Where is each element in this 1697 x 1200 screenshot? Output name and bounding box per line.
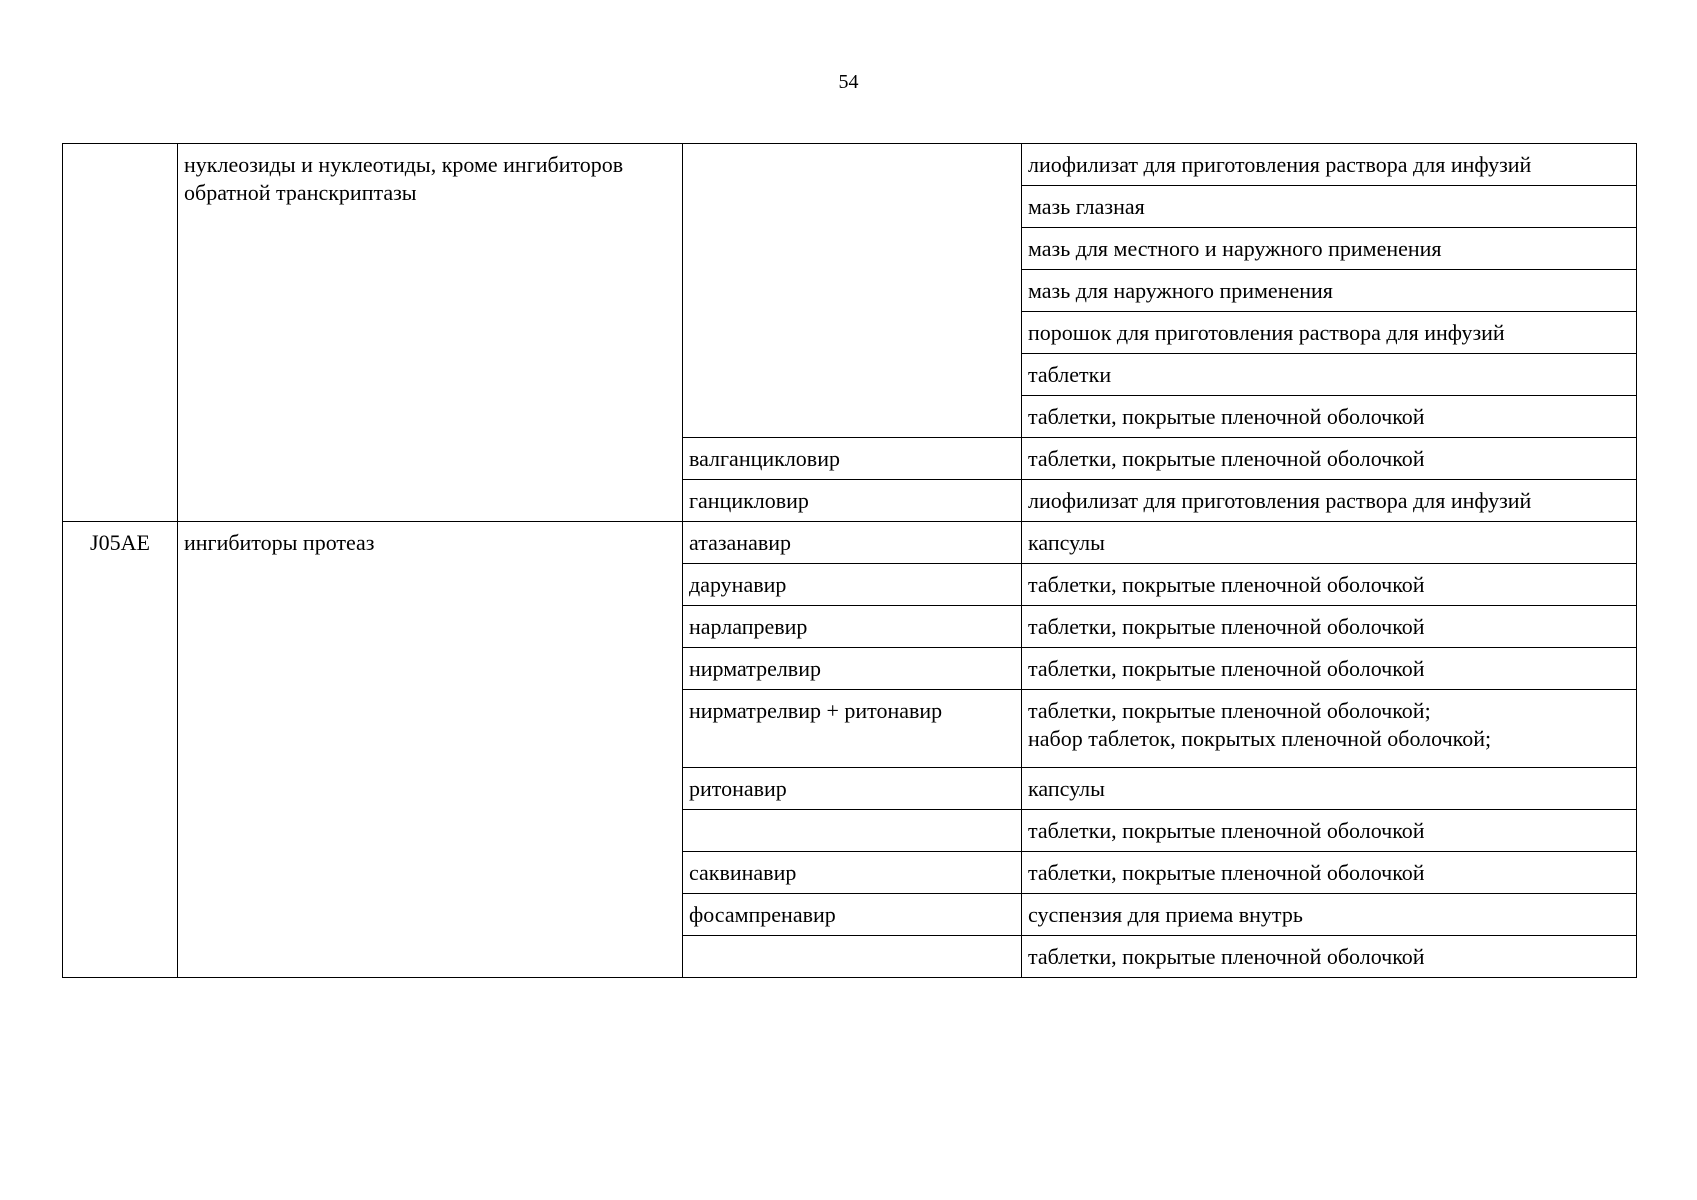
drug-name-cell: атазанавир [683,522,1022,564]
dosage-form-cell: мазь для наружного применения [1022,270,1637,312]
dosage-form-cell: таблетки, покрытые пленочной оболочкой [1022,810,1637,852]
dosage-form-cell: таблетки, покрытые пленочной оболочкой [1022,936,1637,978]
dosage-form-cell: таблетки, покрытые пленочной оболочкой [1022,564,1637,606]
drug-name-cell: фосампренавир [683,894,1022,936]
drug-name-cell: саквинавир [683,852,1022,894]
drug-name-cell [683,936,1022,978]
dosage-form-cell: капсулы [1022,522,1637,564]
dosage-form-cell: суспензия для приема внутрь [1022,894,1637,936]
group-name-cell: ингибиторы протеаз [178,522,683,978]
drug-name-cell: ганцикловир [683,480,1022,522]
dosage-form-cell: таблетки, покрытые пленочной оболочкой [1022,606,1637,648]
dosage-form-cell: таблетки [1022,354,1637,396]
drug-name-cell: ритонавир [683,768,1022,810]
dosage-form-cell: капсулы [1022,768,1637,810]
dosage-form-cell: таблетки, покрытые пленочной оболочкой [1022,438,1637,480]
dosage-form-cell: мазь глазная [1022,186,1637,228]
dosage-form-cell: порошок для приготовления раствора для инфузий [1022,312,1637,354]
dosage-form-cell: таблетки, покрытые пленочной оболочкой [1022,396,1637,438]
table-row [63,144,1637,186]
drug-name-cell [683,144,1022,438]
drug-name-cell: нирматрелвир [683,648,1022,690]
dosage-form-cell: мазь для местного и наружного применения [1022,228,1637,270]
dosage-form-cell [1022,690,1637,768]
dosage-form-line: таблетки, покрытые пленочной оболочкой; [1028,698,1431,723]
medicines-table [62,143,1637,978]
table-row [63,522,1637,564]
drug-name-cell: дарунавир [683,564,1022,606]
dosage-form-cell: таблетки, покрытые пленочной оболочкой [1022,852,1637,894]
drug-name-cell [683,810,1022,852]
drug-name-cell: нирматрелвир + ритонавир [683,690,1022,768]
drug-name-cell: валганцикловир [683,438,1022,480]
dosage-form-cell: лиофилизат для приготовления раствора для инфузий [1022,480,1637,522]
page-number: 54 [838,71,859,93]
dosage-form-cell: лиофилизат для приготовления раствора для инфузий [1022,144,1637,186]
atc-code-cell [63,144,178,522]
drug-name-cell: нарлапревир [683,606,1022,648]
atc-code-cell: J05AE [63,522,178,978]
group-name-cell: нуклеозиды и нуклеотиды, кроме ингибиторов обратной транскриптазы [178,144,683,522]
dosage-form-line: набор таблеток, покрытых пленочной оболочкой; [1028,726,1492,751]
dosage-form-cell: таблетки, покрытые пленочной оболочкой [1022,648,1637,690]
